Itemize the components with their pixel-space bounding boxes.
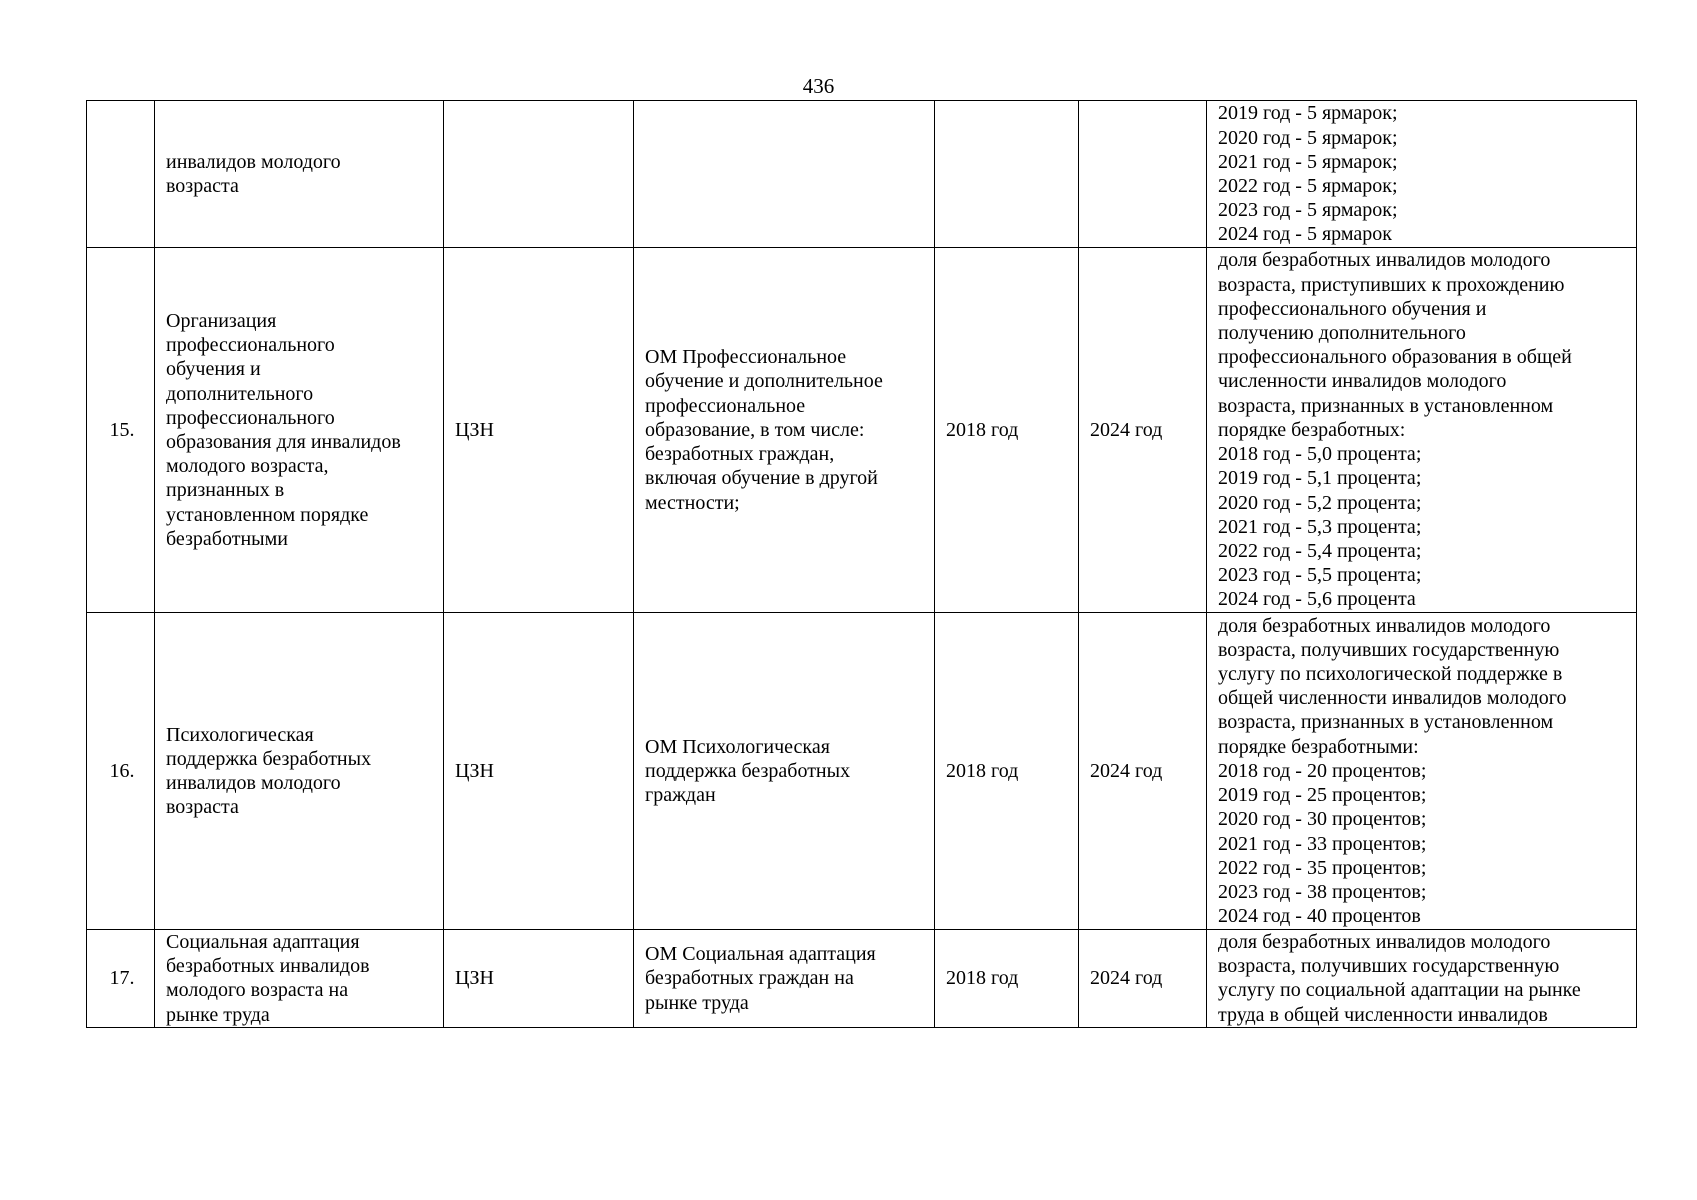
measure-name-cell: Психологическая поддержка безработных инвалидов молодого возраста	[155, 613, 444, 930]
measure-name-cell: Организация профессионального обучения и дополнительного профессионального образования для инвалидов молодого возраста, признанных в установленном порядке безработными	[155, 248, 444, 613]
indicator-cell: 2019 год - 5 ярмарок; 2020 год - 5 ярмарок; 2021 год - 5 ярмарок; 2022 год - 5 ярмарок; 2023 год - 5 ярмарок; 2024 год - 5 ярмарок	[1207, 101, 1637, 248]
indicator-cell: доля безработных инвалидов молодого возраста, получивших государственную услугу по социальной адаптации на рынке труда в общей численности инвалидов	[1207, 930, 1637, 1028]
start-year-cell: 2018 год	[935, 248, 1079, 613]
executor-cell: ЦЗН	[444, 613, 634, 930]
start-year-cell: 2018 год	[935, 613, 1079, 930]
table-row	[87, 930, 1637, 1028]
table-row	[87, 248, 1637, 613]
table-row	[87, 101, 1637, 248]
main-measure-cell: ОМ Социальная адаптация безработных граждан на рынке труда	[634, 930, 935, 1028]
end-year-cell: 2024 год	[1079, 930, 1207, 1028]
executor-cell: ЦЗН	[444, 930, 634, 1028]
end-year-cell: 2024 год	[1079, 613, 1207, 930]
main-measure-cell: ОМ Психологическая поддержка безработных граждан	[634, 613, 935, 930]
measures-table	[86, 100, 1637, 1028]
row-number-cell	[87, 101, 155, 248]
indicator-cell: доля безработных инвалидов молодого возраста, приступивших к прохождению профессионального обучения и получению дополнительного профессионального образования в общей численности инвалидов молодого возраста, признанных в установленном порядке безработных: 2018 год - 5,0 процента; 2019 год - 5,1 процента; 2020 год - 5,2 процента; 2021 год - 5,3 процента; 2022 год - 5,4 процента; 2023 год - 5,5 процента; 2024 год - 5,6 процента	[1207, 248, 1637, 613]
page-number: 436	[802, 74, 835, 98]
end-year-cell	[1079, 101, 1207, 248]
row-number-cell: 15.	[87, 248, 155, 613]
executor-cell	[444, 101, 634, 248]
measure-name-cell: Социальная адаптация безработных инвалидов молодого возраста на рынке труда	[155, 930, 444, 1028]
main-measure-cell	[634, 101, 935, 248]
start-year-cell	[935, 101, 1079, 248]
indicator-cell: доля безработных инвалидов молодого возраста, получивших государственную услугу по психологической поддержке в общей численности инвалидов молодого возраста, признанных в установленном порядке безработными: 2018 год - 20 процентов; 2019 год - 25 процентов; 2020 год - 30 процентов; 2021 год - 33 процентов; 2022 год - 35 процентов; 2023 год - 38 процентов; 2024 год - 40 процентов	[1207, 613, 1637, 930]
executor-cell: ЦЗН	[444, 248, 634, 613]
row-number-cell: 16.	[87, 613, 155, 930]
main-measure-cell: ОМ Профессиональное обучение и дополнительное профессиональное образование, в том числе: безработных граждан, включая обучение в другой местности;	[634, 248, 935, 613]
table-row	[87, 613, 1637, 930]
row-number-cell: 17.	[87, 930, 155, 1028]
start-year-cell: 2018 год	[935, 930, 1079, 1028]
measure-name-cell: инвалидов молодого возраста	[155, 101, 444, 248]
end-year-cell: 2024 год	[1079, 248, 1207, 613]
